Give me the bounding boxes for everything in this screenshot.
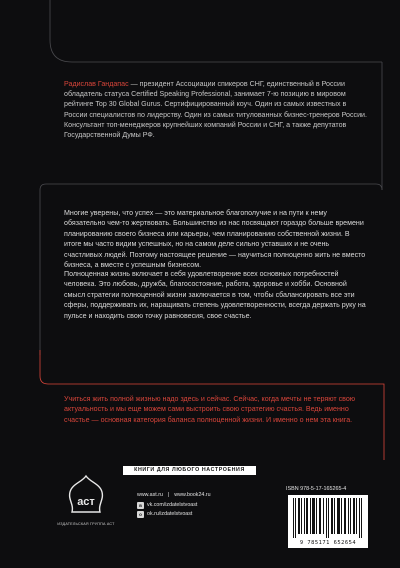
- vk-icon: в: [137, 502, 144, 509]
- website-link-book24[interactable]: www.book24.ru: [174, 492, 211, 498]
- ast-logo-icon: [64, 474, 108, 520]
- link-separator: |: [167, 492, 170, 498]
- vk-row: [137, 501, 277, 511]
- ok-row: [137, 510, 277, 520]
- website-link-ast[interactable]: www.ast.ru: [137, 492, 163, 498]
- author-bio-text: — президент Ассоциации спикеров СНГ, единственный в России обладатель статуса Certified Speaking Professional, занимает 7-ю позицию в мировом рейтинге Top 30 Global Gurus. Сертифицированный коуч. Один из самых известных в России специалистов по лидерству. Один из самых титулованных бизнес-тренеров России. Консультант топ-менеджеров крупнейших компаний России и СНГ, а также депутатов Государственной Думы РФ.: [64, 80, 367, 140]
- author-name: Радислав Гандапас: [64, 80, 129, 88]
- author-bio: [64, 79, 368, 140]
- highlight-quote: Учиться жить полной жизнью надо здесь и сейчас. Сейчас, когда мечты не теряют свою актуальность и мы еще можем сами выстроить свою стратегию счастья. Ведь именно счастье — основная категория баланса полноценной жизни. И именно о нем эта книга.: [64, 395, 356, 424]
- vk-link[interactable]: vk.com/izdatelstvoast: [147, 501, 198, 508]
- website-row: [137, 491, 277, 501]
- barcode-number: 9 785171 652654: [288, 540, 368, 546]
- publisher-caption: ИЗДАТЕЛЬСКАЯ ГРУППА АСТ: [57, 522, 115, 526]
- logo-text: аст: [77, 496, 95, 508]
- description-paragraph-2: Полноценная жизнь включает в себя удовлетворение всех основных потребностей человека. Это любовь, дружба, благосостояние, работа, здоровье и хобби. Основной смысл стратегии полноценной жизни заключается в том, чтобы сбалансировать все эти сферы, поддерживать их, наращивать степень удовлетворенности, всегда держать руку на пульсе и находить свою точку равновесия, свое счастье.: [64, 270, 366, 320]
- publisher-links: [137, 491, 277, 520]
- ok-icon: о: [137, 511, 144, 518]
- isbn-label: ISBN 978-5-17-165265-4: [286, 486, 347, 492]
- tagline-banner: КНИГИ ДЛЯ ЛЮБОГО НАСТРОЕНИЯ ЗДЕСЬ: [123, 466, 256, 475]
- barcode-bars-icon: [288, 495, 368, 539]
- ok-link[interactable]: ok.ru/izdatelstvoast: [147, 511, 193, 517]
- description-paragraph-1: Многие уверены, что успех — это материальное благополучие и на пути к нему обязательно чем-то жертвовать. Большинство из нас посвящают гораздо больше времени планированию своего бизнеса или карьеры, чем планированию собственной жизни. В итоге мы часто видим успешных, но на самом деле сильно уставших и не очень счастливых людей. Поэтому настоящее решение — научиться полноценно жить не вместо бизнеса, а вместе с успешным бизнесом.: [64, 209, 366, 270]
